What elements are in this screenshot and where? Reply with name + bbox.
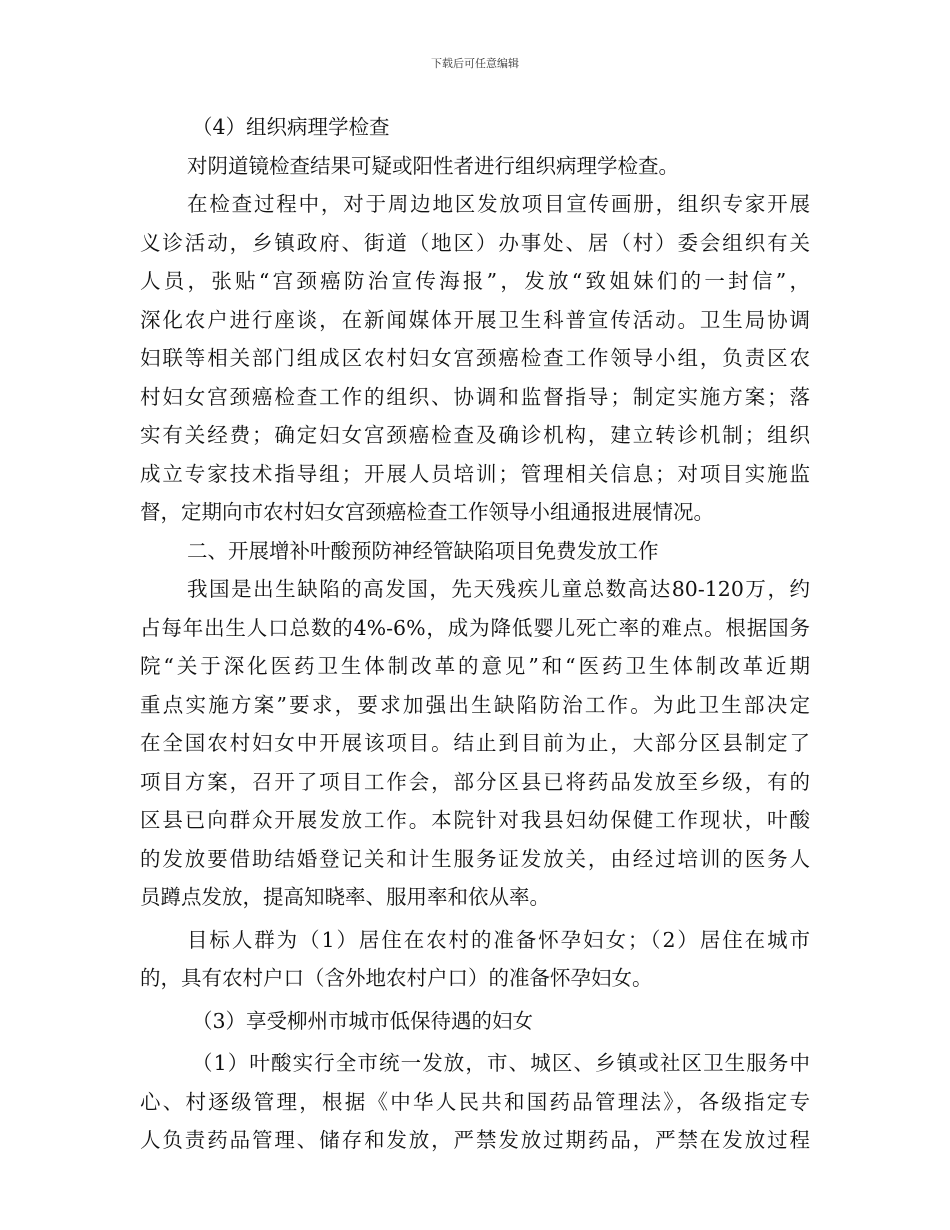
text-line: 村妇女宫颈癌检查工作的组织、协调和监督指导；制定实施方案；落 — [140, 384, 810, 409]
text-line: 的发放要借助结婚登记关和计生服务证发放关，由经过培训的医务人 — [140, 846, 810, 871]
text-line: 目标人群为（1）居住在农村的准备怀孕妇女；（2）居住在城市 — [187, 927, 810, 952]
text-line: 心、村逐级管理，根据《中华人民共和国药品管理法》，各级指定专 — [140, 1089, 810, 1114]
text-line: （3）享受柳州市城市低保待遇的妇女 — [192, 1008, 534, 1033]
text-line: （4）组织病理学检查 — [192, 115, 390, 139]
page-header: 下载后可任意编辑 — [431, 57, 519, 70]
text-line: （1）叶酸实行全市统一发放，市、城区、乡镇或社区卫生服务中 — [192, 1051, 810, 1075]
text-line: 区县已向群众开展发放工作。本院针对我县妇幼保健工作现状，叶酸 — [140, 808, 810, 832]
text-line: 实有关经费；确定妇女宫颈癌检查及确诊机构，建立转诊机制；组织 — [140, 423, 810, 447]
text-line: 成立专家技术指导组；开展人员培训；管理相关信息；对项目实施监 — [140, 461, 810, 486]
text-line: 对阴道镜检查结果可疑或阳性者进行组织病理学检查。 — [187, 153, 679, 178]
text-line: 占每年出生人口总数的4%-6%，成为降低婴儿死亡率的难点。根据国务 — [140, 615, 810, 640]
text-line: 人员，张贴“宫颈癌防治宣传海报”，发放“致姐妹们的一封信”， — [140, 269, 810, 293]
text-line: 妇联等相关部门组成区农村妇女宫颈癌检查工作领导小组，负责区农 — [140, 346, 810, 370]
document-body — [140, 108, 810, 1160]
text-line: 重点实施方案”要求，要求加强出生缺陷防治工作。为此卫生部决定 — [140, 692, 810, 717]
text-line: 项目方案，召开了项目工作会，部分区县已将药品发放至乡级，有的 — [140, 769, 810, 794]
text-line: 人负责药品管理、储存和发放，严禁发放过期药品，严禁在发放过程 — [140, 1128, 810, 1152]
text-line: 在检查过程中，对于周边地区发放项目宣传画册，组织专家开展 — [187, 192, 810, 216]
text-line: 在全国农村妇女中开展该项目。结止到目前为止，大部分区县制定了 — [140, 731, 810, 755]
text-line: 员蹲点发放，提高知晓率、服用率和依从率。 — [140, 885, 550, 909]
text-line: 我国是出生缺陷的高发国，先天残疾儿童总数高达80-120万，约 — [187, 577, 810, 601]
text-line: 二、开展增补叶酸预防神经管缺陷项目免费发放工作 — [187, 538, 659, 563]
text-line: 院“关于深化医药卫生体制改革的意见”和“医药卫生体制改革近期 — [140, 654, 810, 678]
text-line: 义诊活动，乡镇政府、街道（地区）办事处、居（村）委会组织有关 — [140, 230, 810, 255]
text-line: 督，定期向市农村妇女宫颈癌检查工作领导小组通报进展情况。 — [140, 500, 714, 524]
text-line: 的，具有农村户口（含外地农村户口）的准备怀孕妇女。 — [140, 966, 653, 990]
text-line: 深化农户进行座谈，在新闻媒体开展卫生科普宣传活动。卫生局协调 — [140, 307, 810, 332]
